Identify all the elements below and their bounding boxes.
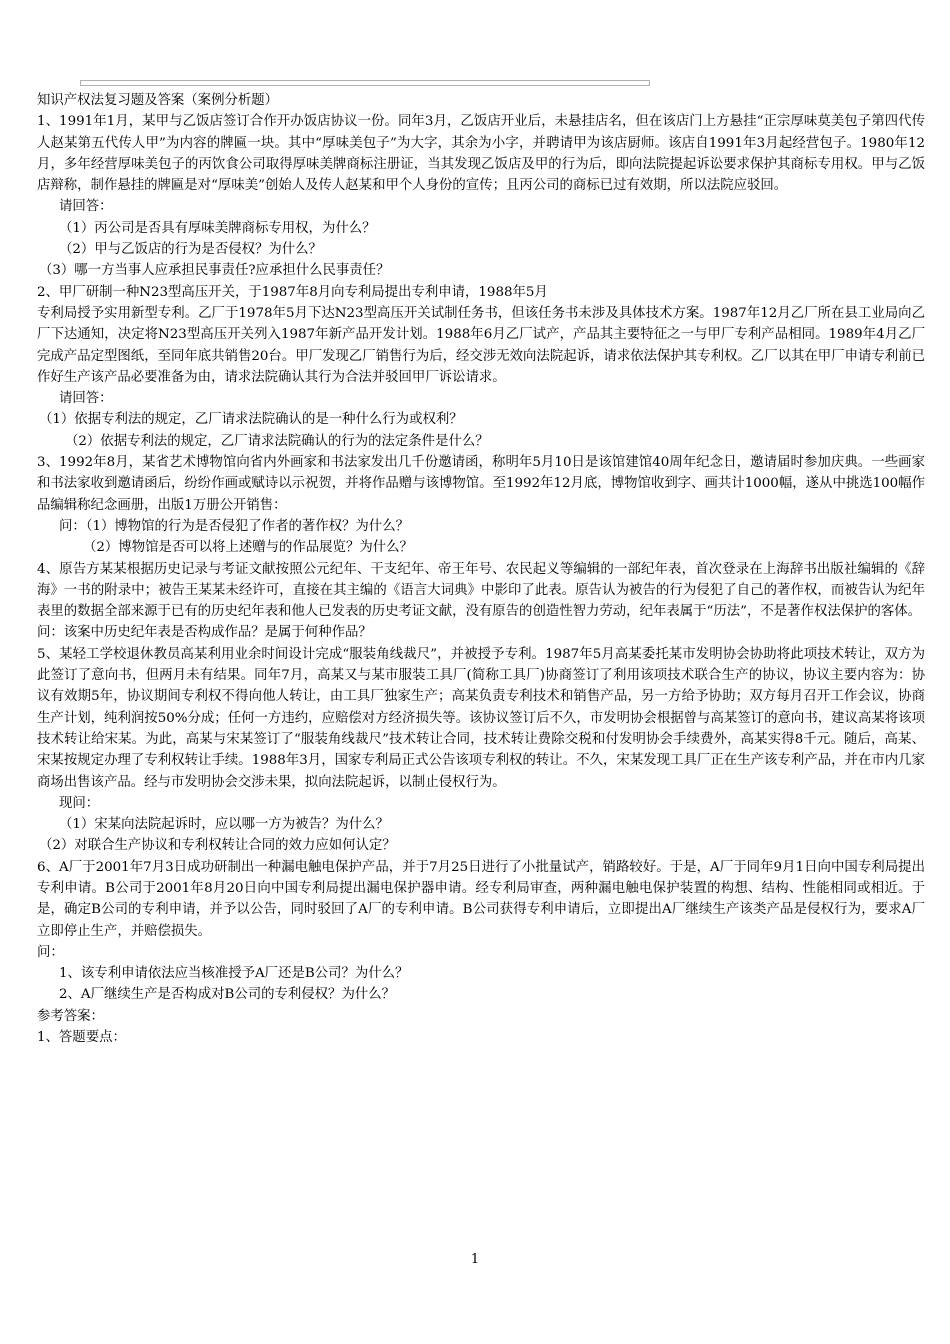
case6-prompt: 问： [37,944,64,960]
case5-prompt: 现问： [59,795,100,811]
document-body [37,90,925,1048]
case5-question-2: （2）对联合生产协议和专利权转让合同的效力应如何认定？ [39,838,396,854]
case2-prompt: 请回答： [59,391,113,407]
case2-body: 专利局授予实用新型专利。乙厂于1978年5月下达N23型高压开关试制任务书，但该任务书未涉及具体技术方案。1987年12月乙厂所在县工业局向乙厂下达通知，决定将N23型高压开关列入1987年新产品开发计划。1988年6月乙厂试产，产品其主要特征之一与甲厂专利产品相同。1989年4月乙厂完成产品定型图纸，至同年底共销售20台。甲厂发现乙厂销售行为后，经交涉无效向法院起诉，请求依法保护其专利权。乙厂以其在甲厂申请专利前已作好生产该产品必要准备为由，请求法院确认其行为合法并驳回甲厂诉讼请求。 [37,305,925,385]
case6-question-1: 1、该专利申请依法应当核准授予A厂还是B公司？为什么？ [59,966,409,982]
case4-body: 4、原告方某某根据历史记录与考证文献按照公元纪年、干支纪年、帝王年号、农民起义等编辑的一部纪年表，首次登录在上海辞书出版社编辑的《辞海》一书的附录中；被告王某某未经许可，直接在其主编的《语言大词典》中影印了此表。原告认为被告的行为侵犯了自己的著作权，而被告认为纪年表里的数据全部来源于已有的历史纪年表和他人已发表的历史考证文献，没有原告的创造性智力劳动，纪年表属于“历法”，不是著作权法保护的客体。 [37,561,925,620]
case6-body: 6、A厂于2001年7月3日成功研制出一种漏电触电保护产品，并于7月25日进行了小批量试产，销路较好。于是，A厂于同年9月1日向中国专利局提出专利申请。B公司于2001年8月20日向中国专利局提出漏电保护器申请。经专利局审查，两种漏电触电保护装置的构想、结构、性能相同或相近。于是，确定B公司的专利申请，并予以公告，同时驳回了A厂的专利申请。B公司获得专利申请后，立即提出A厂继续生产该类产品是侵权行为，要求A厂立即停止生产，并赔偿损失。 [37,859,925,939]
case1-question-2: （2）甲与乙饭店的行为是否侵权？为什么？ [59,242,322,258]
case2-line1: 2、甲厂研制一种N23型高压开关，于1987年8月向专利局提出专利申请，1988年5月 [37,284,548,300]
document-title: 知识产权法复习题及答案（案例分析题） [37,93,279,108]
case3-body: 3、1992年8月，某省艺术博物馆向省内外画家和书法家发出几千份邀请函，称明年5月10日是该馆建馆40周年纪念日，邀请届时参加庆典。一些画家和书法家收到邀请函后，纷纷作画或赋诗以示祝贺，并将作品赠与该博物馆。至1992年12月底，博物馆收到字、画共计1000幅，遂从中挑选100幅作品编辑称纪念画册，出版1万册公开销售： [37,455,925,513]
case1-question-1: （1）丙公司是否具有厚味美牌商标专用权，为什么？ [59,220,376,236]
page-number: 1 [470,1252,480,1267]
case2-question-2: （2）依据专利法的规定，乙厂请求法院确认的行为的法定条件是什么？ [65,433,489,449]
case3-question-2: （2）博物馆是否可以将上述赠与的作品展览？为什么？ [83,540,413,556]
case1-prompt: 请回答： [59,199,113,215]
case1-body: 1、1991年1月，某甲与乙饭店签订合作开办饭店协议一份。同年3月，乙饭店开业后，未悬挂店名，但在该店门上方悬挂“正宗厚味莫美包子第四代传人赵某第五代传人甲”为内容的牌匾一块。其中“厚味美包子”为大字，其余为小字，并聘请甲为该店厨师。该店自1991年3月起经营包子。1980年12月，多年经营厚味美包子的丙饮食公司取得厚味美牌商标注册证，当其发现乙饭店及甲的行为后，即向法院提起诉讼要求保护其商标专用权。甲与乙饭店辩称，制作悬挂的牌匾是对“厚味美”创始人及传人赵某和甲个人身份的宣传；且丙公司的商标已过有效期，所以法院应驳回。 [37,114,925,194]
case5-body: 5、某轻工学校退休教员高某利用业余时间设计完成“服装角线裁尺”，并被授予专利。1987年5月高某委托某市发明协会协助将此项技术转让，双方为此签订了意向书，但两月未有结果。同年7月，高某又与某市服装工具厂(简称工具厂)协商签订了利用该项技术联合生产的协议，协议主要内容为：协议有效期5年，协议期间专利权不得向他人转让，由工具厂独家生产；高某负责专利技术和销售产品，另一方给予协助；双方每月召开工作会议，协商生产计划，纯利润按50%分成；任何一方违约，应赔偿对方经济损失等。该协议签订后不久，市发明协会根据曾与高某签订的意向书，建议高某将该项技术转让给宋某。为此，高某与宋某签订了“服装角线裁尺”技术转让合同，技术转让费除交税和付发明协会手续费外，高某实得8千元。随后，高某、宋某按规定办理了专利权转让手续。1988年3月，国家专利局正式公告该项专利权的转让。不久，宋某发现工具厂正在生产该专利产品，并在市内几家商场出售该产品。经与市发明协会交涉未果，拟向法院起诉，以制止侵权行为。 [37,646,925,790]
header-rule [80,80,650,86]
answers-heading: 参考答案： [37,1008,104,1024]
case2-question-1: （1）依据专利法的规定，乙厂请求法院确认的是一种什么行为或权利？ [39,412,463,428]
case3-question-1: 问：（1）博物馆的行为是否侵犯了作者的著作权？为什么？ [59,518,409,534]
case6-question-2: 2、A厂继续生产是否构成对B公司的专利侵权？为什么？ [59,987,396,1003]
case5-question-1: （1）宋某向法院起诉时，应以哪一方为被告？为什么？ [59,817,389,833]
answer-item-1: 1、答题要点： [37,1030,126,1046]
case1-question-3: （3）哪一方当事人应承担民事责任?应承担什么民事责任？ [39,263,390,279]
case4-question: 问：该案中历史纪年表是否构成作品？是属于何种作品？ [37,625,372,641]
